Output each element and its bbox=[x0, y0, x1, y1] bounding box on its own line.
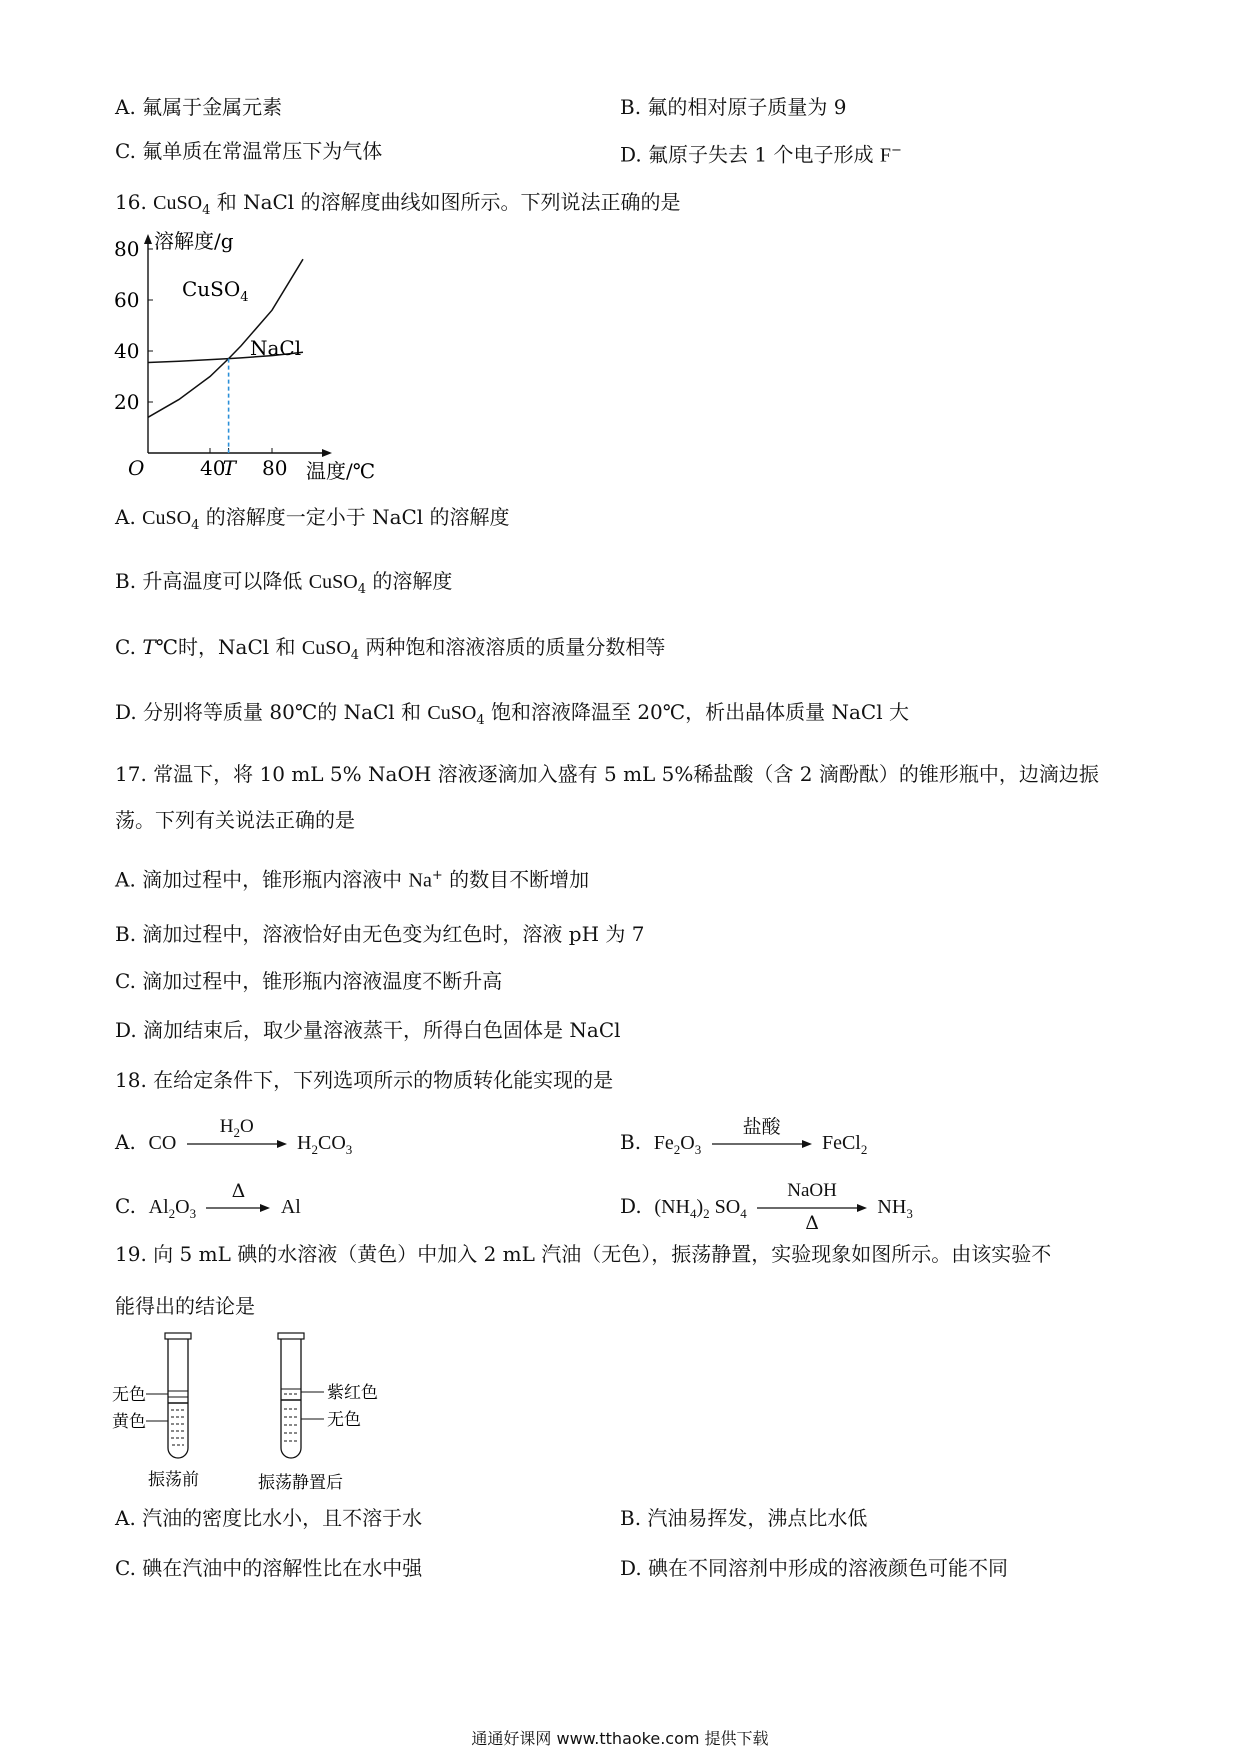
q17-option-b: B. 滴加过程中，溶液恰好由无色变为红色时，溶液 pH 为 7 bbox=[115, 922, 645, 946]
solubility-chart bbox=[110, 228, 410, 493]
q17-stem-line2: 荡。下列有关说法正确的是 bbox=[115, 808, 355, 832]
q18-option-b: B. $Fe_2O_3$ 盐酸 FeCl$_2$ bbox=[620, 1115, 868, 1157]
x-axis-label: 温度/℃ bbox=[306, 459, 376, 483]
q19-option-a: A. 汽油的密度比水小，且不溶于水 bbox=[115, 1506, 423, 1530]
x-tick-label: 40 bbox=[200, 456, 226, 480]
label-yellow: 黄色 bbox=[112, 1412, 146, 1432]
q16-option-c: C. T℃时，NaCl 和 CuSO$_4$ 两种饱和溶液溶质的质量分数相等 bbox=[115, 635, 666, 663]
q19-option-d: D. 碘在不同溶剂中形成的溶液颜色可能不同 bbox=[620, 1556, 1009, 1580]
y-axis-label: 溶解度/g bbox=[154, 229, 234, 253]
q16-option-a: A. CuSO$_4$ 的溶解度一定小于 NaCl 的溶解度 bbox=[115, 505, 510, 533]
q19-option-b: B. 汽油易挥发，沸点比水低 bbox=[620, 1506, 868, 1530]
q15-option-c: C. 氟单质在常温常压下为气体 bbox=[115, 139, 383, 163]
x-tick-label: 80 bbox=[262, 456, 288, 480]
label-colorless-top: 无色 bbox=[112, 1385, 146, 1405]
q16-stem: 16. CuSO$_4$ 和 NaCl 的溶解度曲线如图所示。下列说法正确的是 bbox=[115, 190, 681, 218]
q16-option-d: D. 分别将等质量 80℃的 NaCl 和 CuSO$_4$ 饱和溶液降温至 20℃，析出晶体质量 NaCl 大 bbox=[115, 700, 909, 728]
q17-option-c: C. 滴加过程中，锥形瓶内溶液温度不断升高 bbox=[115, 969, 503, 993]
q18-option-c: C. $Al_2O_3$ Δ Al bbox=[115, 1179, 301, 1221]
reaction-arrow: NaOH Δ bbox=[757, 1203, 867, 1213]
q19-stem-line2: 能得出的结论是 bbox=[115, 1294, 255, 1318]
chart-axes bbox=[144, 234, 332, 457]
q16-option-b: B. 升高温度可以降低 CuSO$_4$ 的溶解度 bbox=[115, 569, 453, 597]
label-colorless-bottom: 无色 bbox=[327, 1410, 361, 1430]
reaction-arrow: Δ bbox=[206, 1203, 270, 1213]
q17-option-a: A. 滴加过程中，锥形瓶内溶液中 Na+ 的数目不断增加 bbox=[115, 867, 590, 892]
x-tick-label: T bbox=[222, 456, 236, 480]
y-tick-label: 20 bbox=[114, 390, 140, 414]
origin-label: O bbox=[128, 456, 145, 480]
q19-option-c: C. 碘在汽油中的溶解性比在水中强 bbox=[115, 1556, 423, 1580]
chart-series bbox=[148, 259, 303, 453]
q15-option-d: D. 氟原子失去 1 个电子形成 F− bbox=[620, 142, 902, 167]
q18-option-a: A. CO $H_2O$ $H_2CO_3$ bbox=[115, 1115, 353, 1157]
q17-stem-line1: 17. 常温下，将 10 mL 5% NaOH 溶液逐滴加入盛有 5 mL 5%稀盐酸（含 2 滴酚酞）的锥形瓶中，边滴边振 bbox=[115, 762, 1099, 786]
series-label-nacl: NaCl bbox=[250, 336, 302, 360]
y-tick-label: 60 bbox=[114, 288, 140, 312]
test-tube-after bbox=[278, 1333, 324, 1458]
q15-option-a: A. 氟属于金属元素 bbox=[115, 95, 283, 119]
q18-stem: 18. 在给定条件下，下列选项所示的物质转化能实现的是 bbox=[115, 1068, 614, 1092]
test-tube-before bbox=[146, 1333, 191, 1458]
label-purple-red: 紫红色 bbox=[327, 1383, 378, 1403]
q18-option-d: D. $(NH_4)_2$ $SO_4$ NaOH Δ $NH_3$ bbox=[620, 1179, 913, 1234]
test-tube-figure bbox=[110, 1330, 410, 1495]
reaction-arrow: $H_2O$ bbox=[187, 1139, 287, 1149]
q19-stem-line1: 19. 向 5 mL 碘的水溶液（黄色）中加入 2 mL 汽油（无色），振荡静置，实验现象如图所示。由该实验不 bbox=[115, 1242, 1052, 1266]
y-tick-label: 80 bbox=[114, 237, 140, 261]
q17-option-d: D. 滴加结束后，取少量溶液蒸干，所得白色固体是 NaCl bbox=[115, 1018, 621, 1042]
y-tick-label: 40 bbox=[114, 339, 140, 363]
reaction-arrow: 盐酸 bbox=[712, 1139, 812, 1149]
caption-after: 振荡静置后 bbox=[258, 1473, 343, 1493]
series-label-cuso4: CuSO$_4$ bbox=[182, 277, 249, 305]
q15-option-b: B. 氟的相对原子质量为 9 bbox=[620, 95, 847, 119]
page-footer: 通通好课网 www.tthaoke.com 提供下载 bbox=[471, 1729, 769, 1748]
caption-before: 振荡前 bbox=[148, 1470, 199, 1490]
